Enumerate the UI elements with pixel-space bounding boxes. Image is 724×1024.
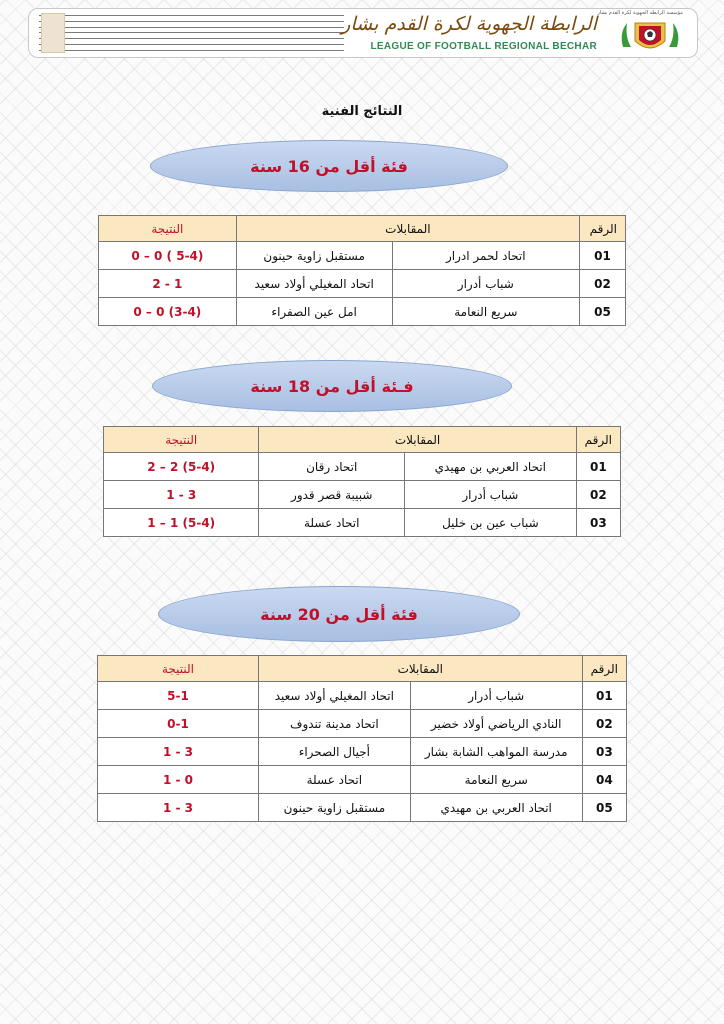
home-team: اتحاد العربي بن مهيدي [410, 794, 582, 822]
table-row [104, 453, 621, 481]
page-title: النتائج الفنية [321, 104, 403, 119]
letterhead-banner [28, 8, 698, 58]
category-banner-u18 [152, 360, 512, 412]
table-row [98, 794, 627, 822]
match-score: 1 - 3 [104, 481, 259, 509]
match-score: 1 – 1 (5-4) [104, 509, 259, 537]
category-banner-u20 [158, 586, 520, 642]
match-number: 02 [580, 270, 626, 298]
table-row [98, 682, 627, 710]
decorative-lines [39, 15, 344, 51]
away-team: اتحاد عسلة [259, 509, 405, 537]
results-table-u18 [103, 426, 621, 537]
away-team: اتحاد المغيلي أولاد سعيد [258, 682, 410, 710]
table-header-row [98, 656, 627, 682]
category-banner-u16 [150, 140, 508, 192]
match-score: 0 – 0 (3-4) [99, 298, 237, 326]
table-header-row [99, 216, 626, 242]
column-header-num: الرقم [576, 427, 620, 453]
match-score: 1 - 0 [98, 766, 259, 794]
column-header-result: النتيجة [98, 656, 259, 682]
table-row [98, 738, 627, 766]
table-row [104, 481, 621, 509]
table-header-row [104, 427, 621, 453]
category-title-u20: فئة أقل من 20 سنة [260, 604, 418, 624]
match-number: 02 [576, 481, 620, 509]
home-team: شباب عين بن خليل [405, 509, 577, 537]
category-title-u16: فئة أقل من 16 سنة [250, 156, 408, 176]
away-team: امل عين الصفراء [236, 298, 392, 326]
match-score: 1 - 3 [98, 794, 259, 822]
match-number: 05 [580, 298, 626, 326]
column-header-result: النتيجة [99, 216, 237, 242]
home-team: سريع النعامة [392, 298, 579, 326]
home-team: شباب أدرار [410, 682, 582, 710]
match-number: 05 [582, 794, 626, 822]
table-row [99, 270, 626, 298]
match-number: 01 [576, 453, 620, 481]
match-number: 03 [582, 738, 626, 766]
match-number: 02 [582, 710, 626, 738]
home-team: النادي الرياضي أولاد خضير [410, 710, 582, 738]
header-small-text: مؤسسة الرابطة الجهوية لكرة القدم بشار [597, 10, 683, 16]
away-team: اتحاد المغيلي أولاد سعيد [236, 270, 392, 298]
match-score: 0-1 [98, 710, 259, 738]
column-header-num: الرقم [580, 216, 626, 242]
away-team: شبيبة قصر قدور [259, 481, 405, 509]
table-row [99, 298, 626, 326]
league-crest-icon [617, 17, 683, 57]
table-row [99, 242, 626, 270]
table-row [98, 766, 627, 794]
column-header-matches: المقابلات [236, 216, 579, 242]
results-table-u16 [98, 215, 626, 326]
home-team: اتحاد لحمر ادرار [392, 242, 579, 270]
match-score: 1 - 3 [98, 738, 259, 766]
column-header-num: الرقم [582, 656, 626, 682]
category-title-u18: فـئة أقل من 18 سنة [250, 376, 414, 396]
match-score: 0 – 0 ( 5-4) [99, 242, 237, 270]
match-score: 5-1 [98, 682, 259, 710]
table-row [104, 509, 621, 537]
left-emblem [41, 13, 65, 53]
results-table-u20 [97, 655, 627, 822]
match-score: 2 - 1 [99, 270, 237, 298]
league-name-english: LEAGUE OF FOOTBALL REGIONAL BECHAR [370, 41, 597, 52]
away-team: مستقبل زاوية حينون [258, 794, 410, 822]
away-team: اتحاد مدينة تندوف [258, 710, 410, 738]
match-number: 01 [580, 242, 626, 270]
match-number: 01 [582, 682, 626, 710]
home-team: مدرسة المواهب الشابة بشار [410, 738, 582, 766]
home-team: شباب أدرار [392, 270, 579, 298]
match-score: 2 – 2 (5-4) [104, 453, 259, 481]
away-team: اتحاد عسلة [258, 766, 410, 794]
away-team: أجيال الصحراء [258, 738, 410, 766]
home-team: شباب أدرار [405, 481, 577, 509]
match-number: 04 [582, 766, 626, 794]
column-header-result: النتيجة [104, 427, 259, 453]
table-row [98, 710, 627, 738]
home-team: سريع النعامة [410, 766, 582, 794]
column-header-matches: المقابلات [258, 656, 582, 682]
column-header-matches: المقابلات [259, 427, 576, 453]
league-name-arabic: الرابطة الجهوية لكرة القدم بشار [341, 13, 597, 35]
away-team: اتحاد رقان [259, 453, 405, 481]
match-number: 03 [576, 509, 620, 537]
home-team: اتحاد العربي بن مهيدي [405, 453, 577, 481]
away-team: مستقبل زاوية حينون [236, 242, 392, 270]
